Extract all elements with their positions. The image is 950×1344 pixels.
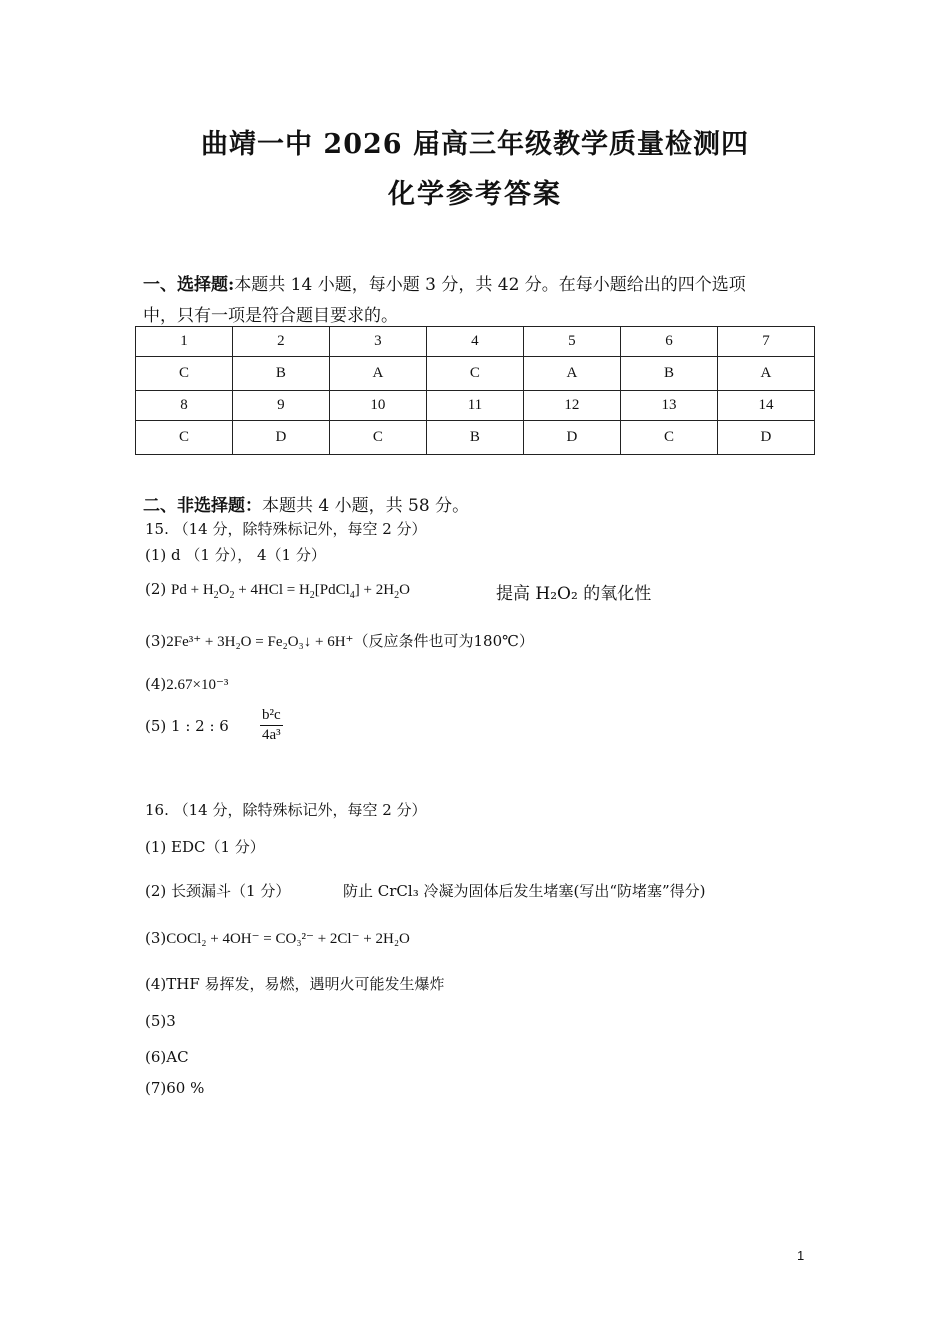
table-cell: 4 (426, 327, 523, 357)
table-cell: B (426, 421, 523, 455)
q16-answer-1: (1) EDC（1 分） (145, 838, 265, 856)
table-cell: 13 (620, 391, 717, 421)
table-cell: C (426, 357, 523, 391)
q15-answer-2-label: (2) (145, 580, 167, 598)
table-cell: 7 (717, 327, 814, 357)
q15-answer-4-value: 2.67×10⁻³ (166, 677, 229, 693)
table-cell: C (136, 421, 233, 455)
table-cell: 8 (136, 391, 233, 421)
q15-answer-1: (1) d （1 分）， 4（1 分） (145, 546, 326, 564)
section1-desc-line2: 中，只有一项是符合题目要求的。 (143, 306, 398, 326)
table-cell: 11 (426, 391, 523, 421)
table-cell: 10 (329, 391, 426, 421)
table-cell: C (329, 421, 426, 455)
q15-answer-5-fraction (260, 707, 283, 744)
table-cell: D (717, 421, 814, 455)
q15-answer-4 (145, 675, 228, 694)
document-title: 曲靖一中 2026 届高三年级教学质量检测四 (201, 129, 749, 160)
q16-answer-7: (7)60 % (145, 1079, 205, 1097)
q15-answer-2-equation: $Pd + H_2O_2 + 4HCl$ = $H_2[PdCl_4] + 2H_2O$ (171, 582, 410, 601)
table-cell: 3 (329, 327, 426, 357)
table-cell: C (620, 421, 717, 455)
table-cell: A (523, 357, 620, 391)
page-number: 1 (797, 1248, 805, 1263)
table-cell: 1 (136, 327, 233, 357)
q16-answer-3-equation: COCl₂ + 4OH⁻ = CO₃²⁻ + 2Cl⁻ + 2H₂O (166, 931, 410, 947)
section1-intro (143, 270, 746, 295)
table-cell: C (136, 357, 233, 391)
table-row (136, 357, 815, 391)
table-cell: 12 (523, 391, 620, 421)
q15-answer-3-equation: 2Fe³⁺ + 3H₂O = Fe₂O₃↓ + 6H⁺ (166, 634, 354, 650)
table-cell: 9 (232, 391, 329, 421)
q16-answer-2-right: 防止 CrCl₃ 冷凝为固体后发生堵塞(写出“防堵塞”得分) (343, 882, 706, 900)
q15-answer-4-label: (4) (145, 675, 167, 693)
table-cell: A (717, 357, 814, 391)
q15-header: 15. （14 分，除特殊标记外，每空 2 分） (145, 520, 427, 538)
table-cell: 2 (232, 327, 329, 357)
q16-answer-4: (4)THF 易挥发，易燃，遇明火可能发生爆炸 (145, 975, 445, 993)
q15-answer-3-note: （反应条件也可为180℃） (353, 632, 534, 650)
document-subtitle: 化学参考答案 (388, 179, 562, 210)
q16-answer-2-left: (2) 长颈漏斗（1 分） (145, 882, 291, 900)
table-row (136, 327, 815, 357)
q15-answer-5-label: (5) 1 : 2 : 6 (145, 717, 229, 735)
q15-answer-2-note: 提高 H₂O₂ 的氧化性 (496, 584, 652, 604)
q15-answer-2 (145, 580, 410, 601)
table-cell: 14 (717, 391, 814, 421)
q16-answer-3 (145, 929, 410, 948)
table-cell: B (232, 357, 329, 391)
section2-heading: 二、非选择题： (143, 496, 262, 516)
table-row (136, 421, 815, 455)
q15-answer-3 (145, 630, 534, 651)
table-cell: A (329, 357, 426, 391)
fraction-denominator: 4a³ (262, 727, 281, 743)
section2-desc: 本题共 4 小题，共 58 分。 (262, 496, 470, 516)
q16-answer-5: (5)3 (145, 1012, 176, 1030)
fraction-numerator: b²c (260, 707, 283, 726)
q16-answer-3-label: (3) (145, 929, 167, 947)
q15-answer-3-label: (3) (145, 632, 167, 650)
section2-intro (143, 491, 469, 516)
answer-table (135, 326, 815, 455)
table-cell: 6 (620, 327, 717, 357)
q16-answer-6: (6)AC (145, 1048, 189, 1066)
table-cell: 5 (523, 327, 620, 357)
table-cell: B (620, 357, 717, 391)
q16-header: 16. （14 分，除特殊标记外，每空 2 分） (145, 801, 427, 819)
table-row (136, 391, 815, 421)
table-cell: D (523, 421, 620, 455)
table-cell: D (232, 421, 329, 455)
section1-desc-line1: 本题共 14 小题，每小题 3 分，共 42 分。在每小题给出的四个选项 (234, 275, 746, 295)
section1-heading: 一、选择题: (143, 275, 235, 295)
